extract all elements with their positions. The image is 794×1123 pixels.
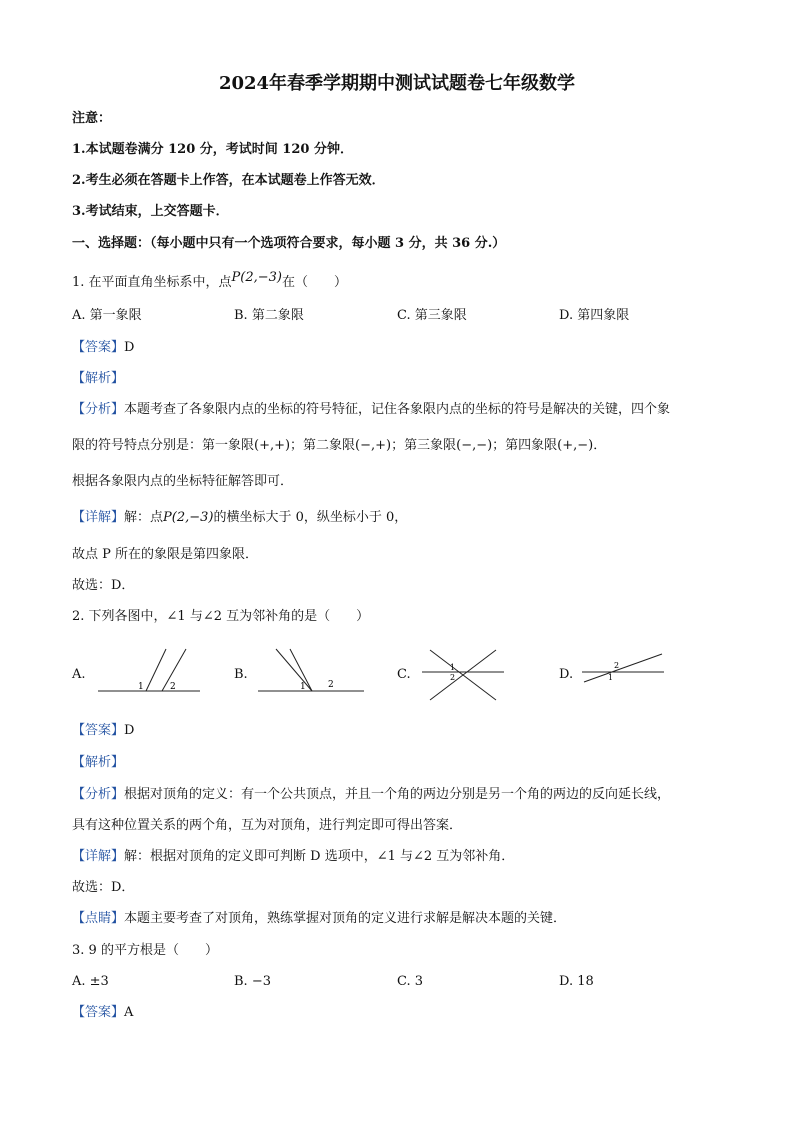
dianjing-label: 【点睛】 [72,911,125,926]
notice-item: 1.本试题卷满分 120 分，考试时间 120 分钟． [72,142,353,157]
detail-text: 解：点 [124,510,164,525]
q1-point: P(2,−3) [231,270,283,285]
q3-option-a: A. ±3 [72,974,109,989]
fenxi-label: 【分析】 [72,787,125,802]
fenxi-label: 【分析】 [72,402,125,417]
q1-detail-line-1 [72,509,407,527]
q3-answer [72,1004,133,1022]
q1-answer [72,339,134,357]
q1-detail-point: P(2,−3) [163,510,214,525]
notice-item: 3.考试结束，上交答题卡． [72,204,229,219]
answer-value: D [124,340,135,355]
q1-detail-line-2: 故点 P 所在的象限是第四象限． [72,547,259,562]
angle-2-label: 2 [328,680,334,690]
q1-analysis-label: 【解析】 [72,371,125,386]
q2-option-c: C. [397,667,411,682]
q2-answer [72,722,134,740]
q1-fenxi-line-1 [72,401,670,419]
q1-conclusion: 故选：D． [72,578,135,593]
angle-2-label: 2 [450,673,456,682]
q1-stem-prefix: 1. 在平面直角坐标系中，点 [72,275,232,290]
angle-1-label: 1 [138,682,144,692]
q2-figure-b [256,645,366,697]
q2-figure-a [96,645,202,697]
answer-value: D [124,723,135,738]
answer-label: 【答案】 [72,340,125,355]
dianjing-text: 本题主要考查了对顶角，熟练掌握对顶角的定义进行求解是解决本题的关键． [124,911,567,926]
angle-1-label: 1 [300,682,306,692]
q2-option-a: A. [72,667,86,682]
fenxi-text: 本题考查了各象限内点的坐标的符号特征，记住各象限内点的坐标的符号是解决的关键，四个象 [124,402,671,417]
section-heading: 一、选择题：（每小题中只有一个选项符合要求，每小题 3 分，共 36 分.） [72,236,506,251]
detail-text: 的横坐标大于 0，纵坐标小于 0， [213,510,408,525]
detail-text: 解：根据对顶角的定义即可判断 D 选项中，∠1 与∠2 互为邻补角． [124,849,515,864]
detail-label: 【详解】 [72,510,125,525]
q2-analysis-label: 【解析】 [72,755,125,770]
q1-option-b: B. 第二象限 [234,308,304,323]
fenxi-text: 根据对顶角的定义：有一个公共顶点，并且一个角的两边分别是另一个角的两边的反向延长线， [124,787,671,802]
angle-2-label: 2 [170,682,176,692]
angle-2-label: 2 [614,661,620,670]
angle-1-label: 1 [608,673,614,682]
q2-figure-c [420,646,506,702]
q2-dianjing [72,910,566,928]
q1-fenxi-line-3: 根据各象限内点的坐标特征解答即可． [72,474,294,489]
q1-stem-suffix: 在（ ） [282,275,348,290]
answer-label: 【答案】 [72,723,125,738]
q2-figure-d [580,648,666,688]
question-3-stem: 3. 9 的平方根是（ ） [72,943,218,958]
q2-fenxi-line-2: 具有这种位置关系的两个角，互为对顶角，进行判定即可得出答案． [72,818,463,833]
q1-option-a: A. 第一象限 [72,308,142,323]
angle-1-label: 1 [450,663,456,672]
q1-option-d: D. 第四象限 [559,308,630,323]
q3-option-b: B. −3 [234,974,271,989]
notice-heading: 注意： [72,111,112,126]
q2-detail [72,848,514,866]
q3-option-d: D. 18 [559,974,594,989]
q2-option-d: D. [559,667,574,682]
question-2-stem: 2. 下列各图中，∠1 与∠2 互为邻补角的是（ ） [72,609,370,624]
q2-option-b: B. [234,667,248,682]
q2-conclusion: 故选：D． [72,880,135,895]
q2-fenxi-line-1 [72,786,670,804]
q3-option-c: C. 3 [397,974,424,989]
page-title: 2024年春季学期期中测试试题卷七年级数学 [218,73,576,94]
detail-label: 【详解】 [72,849,125,864]
question-1-stem [72,270,348,292]
q1-option-c: C. 第三象限 [397,308,467,323]
q1-fenxi-line-2: 限的符号特点分别是：第一象限(+,+)；第二象限(−,+)；第三象限(−,−)；第四象限(+,−)． [72,438,607,453]
answer-label: 【答案】 [72,1005,125,1020]
notice-item: 2.考生必须在答题卡上作答，在本试题卷上作答无效． [72,173,385,188]
answer-value: A [124,1005,134,1020]
